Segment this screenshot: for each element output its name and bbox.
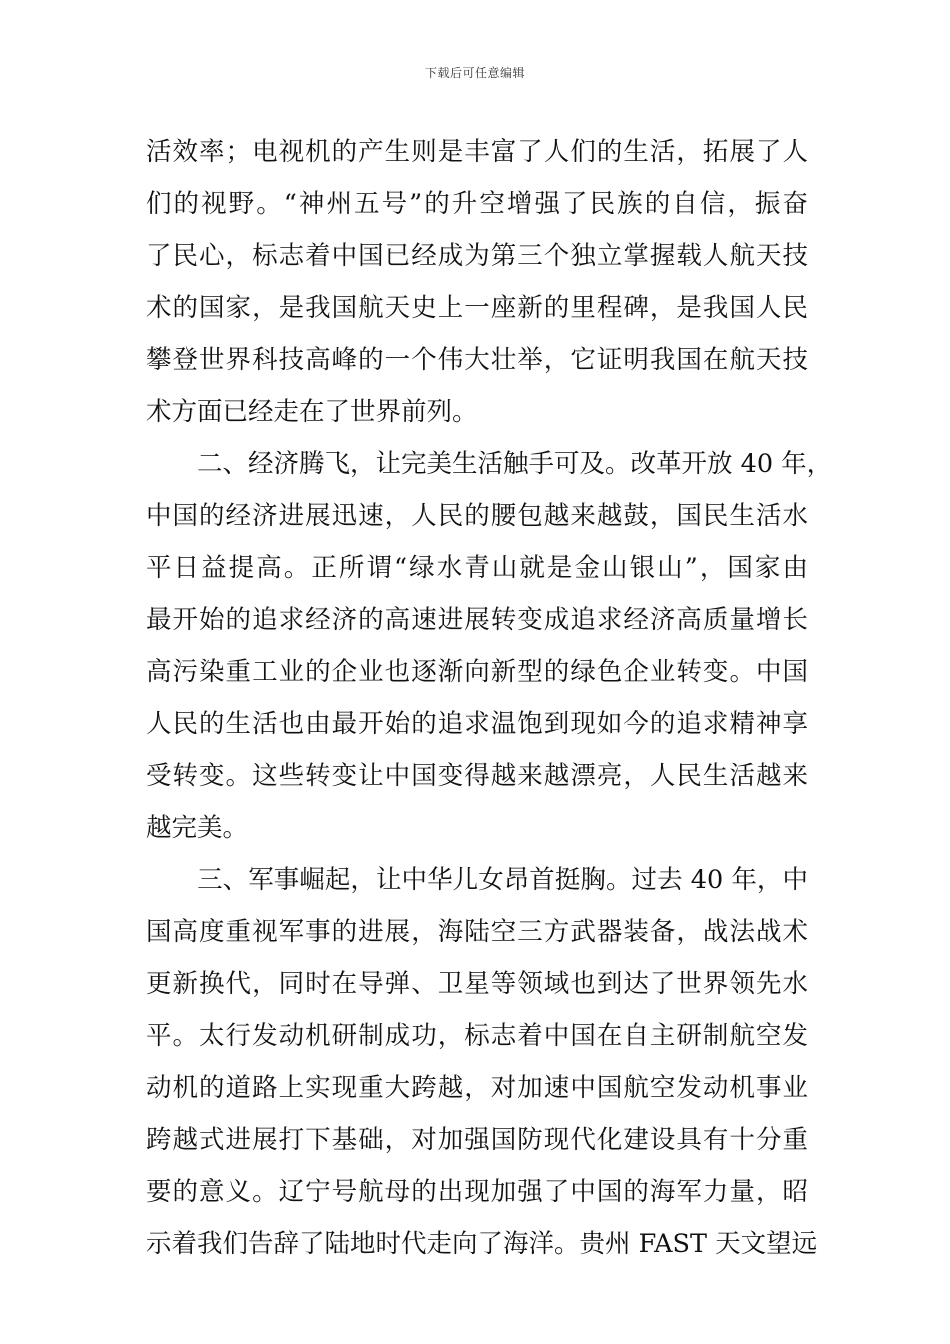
text-line: 受转变。这些转变让中国变得越来越漂亮，人民生活越来 xyxy=(146,761,808,791)
text-line: 中国的经济进展迅速，人民的腰包越来越鼓，国民生活水 xyxy=(146,501,808,531)
text-line: 攀登世界科技高峰的一个伟大壮举，它证明我国在航天技 xyxy=(146,345,808,375)
text-line: 最开始的追求经济的高速进展转变成追求经济高质量增长 xyxy=(146,605,808,635)
text-line: 术的国家，是我国航天史上一座新的里程碑，是我国人民 xyxy=(146,293,808,323)
text-line: 三、军事崛起，让中华儿女昂首挺胸。过去 40 年，中 xyxy=(146,865,808,895)
text-line: 要的意义。辽宁号航母的出现加强了中国的海军力量，昭 xyxy=(146,1177,808,1207)
text-line: 示着我们告辞了陆地时代走向了海洋。贵州 FAST 天文望远 xyxy=(146,1229,818,1259)
text-line: 们的视野。“神州五号”的升空增强了民族的自信，振奋 xyxy=(146,189,808,219)
text-line: 更新换代，同时在导弹、卫星等领域也到达了世界领先水 xyxy=(146,969,808,999)
text-line: 了民心，标志着中国已经成为第三个独立掌握载人航天技 xyxy=(146,241,808,271)
text-line: 活效率；电视机的产生则是丰富了人们的生活，拓展了人 xyxy=(146,137,808,167)
page-header: 下载后可任意编辑 xyxy=(424,66,525,80)
text-line: 平。太行发动机研制成功，标志着中国在自主研制航空发 xyxy=(146,1021,808,1051)
text-line: 动机的道路上实现重大跨越，对加速中国航空发动机事业 xyxy=(146,1073,808,1103)
text-line: 国高度重视军事的进展，海陆空三方武器装备，战法战术 xyxy=(146,917,808,947)
text-line: 平日益提高。正所谓“绿水青山就是金山银山”，国家由 xyxy=(146,553,808,583)
text-line: 术方面已经走在了世界前列。 xyxy=(146,397,478,427)
document-body xyxy=(146,126,833,1270)
text-line: 越完美。 xyxy=(146,813,249,843)
text-line: 跨越式进展打下基础，对加强国防现代化建设具有十分重 xyxy=(146,1125,808,1155)
text-line: 高污染重工业的企业也逐渐向新型的绿色企业转变。中国 xyxy=(146,657,808,687)
text-line: 人民的生活也由最开始的追求温饱到现如今的追求精神享 xyxy=(146,709,808,739)
text-line: 二、经济腾飞，让完美生活触手可及。改革开放 40 年， xyxy=(146,449,833,479)
